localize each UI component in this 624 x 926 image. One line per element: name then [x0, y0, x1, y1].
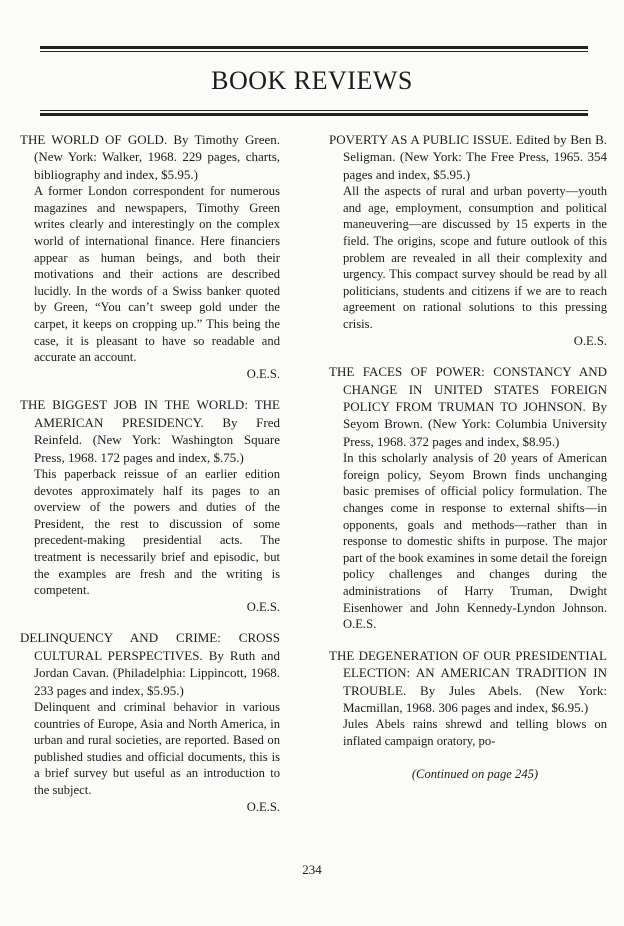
- left-column: [20, 131, 280, 815]
- review-title: THE BIGGEST JOB IN THE WORLD: THE AMERICAN PRESIDENCY. By Fred Reinfeld. (New York: Washington Square Press, 1968. 172 pages and index, $.75.): [20, 397, 280, 465]
- review-title: DELINQUENCY AND CRIME: CROSS CULTURAL PERSPECTIVES. By Ruth and Jordan Cavan. (Philadelphia: Lippincott, 1968. 233 pages and index, $5.95.): [20, 630, 280, 698]
- review-title: POVERTY AS A PUBLIC ISSUE. Edited by Ben B. Seligman. (New York: The Free Press, 1965. 354 pages and index, $5.95.): [329, 132, 607, 182]
- review-faces-of-power: [329, 363, 607, 633]
- header-rule-thick: [40, 113, 588, 116]
- review-body: This paperback reissue of an earlier edition devotes approximately half its pages to an overview of the powers and duties of the President, the rest to discussion of some precedent-making presidential acts. The treatment is necessarily brief and episodic, but the examples are fresh and the writing is competent.: [34, 466, 280, 598]
- review-body: Jules Abels rains shrewd and telling blows on inflated campaign oratory, po-: [343, 717, 607, 748]
- review-title: THE FACES OF POWER: CONSTANCY AND CHANGE IN UNITED STATES FOREIGN POLICY FROM TRUMAN TO JOHNSON. By Seyom Brown. (New York: Columbia University Press, 1968. 372 pages and index, $8.95.): [329, 364, 607, 449]
- review-degeneration-presidential-election: [329, 647, 607, 750]
- review-signature: O.E.S.: [246, 799, 280, 814]
- review-signature: O.E.S.: [246, 366, 280, 381]
- review-delinquency-and-crime: [20, 629, 280, 815]
- page-number: 234: [302, 862, 322, 877]
- review-body: All the aspects of rural and urban poverty—youth and age, employment, consumption and political maneuvering—are discussed by 15 experts in the field. The origins, scope and future outlook of this problem are revealed in all their complexity and urgency. This compact survey should be read by all politicians, students and citizens if we are to reach agreement on rational solutions to this pressing crisis.: [343, 184, 607, 331]
- top-rule-thin: [40, 51, 588, 52]
- review-world-of-gold: [20, 131, 280, 382]
- right-column: [329, 131, 607, 782]
- review-body: In this scholarly analysis of 20 years of American foreign policy, Seyom Brown finds unchanging basic premises of official policy formulation. The changes come in response to external shifts—in opponents, goals and methods—rather than in response to domestic shifts in purpose. The major part of the book examines in some detail the foreign policy challenges and changes during the administrations of Harry Truman, Dwight Eisenhower and John Kennedy-Lyndon Johnson. O.E.S.: [343, 451, 607, 632]
- review-signature: O.E.S.: [246, 599, 280, 614]
- header-rule-thin: [40, 110, 588, 111]
- review-biggest-job: [20, 396, 280, 615]
- review-title: THE DEGENERATION OF OUR PRESIDENTIAL ELECTION: AN AMERICAN TRADITION IN TROUBLE. By Jules Abels. (New York: Macmillan, 1968. 306 pages and index, $6.95.): [329, 647, 607, 715]
- review-signature: O.E.S.: [573, 333, 607, 348]
- top-rule-thick: [40, 46, 588, 49]
- review-title: THE WORLD OF GOLD. By Timothy Green. (New York: Walker, 1968. 229 pages, charts, bibliography and index, $5.95.): [20, 132, 280, 182]
- continued-note: (Continued on page 245): [411, 766, 539, 781]
- review-body: A former London correspondent for numerous magazines and newspapers, Timothy Green writes clearly and interestingly on the complex world of international finance. Here financiers appear as human beings, and both their motivations and their actions are described lucidly. In the words of a Swiss banker quoted by Green, “You can’t sweep gold under the carpet, it keeps on cropping up.” This being the case, it is pleasant to have so readable and accurate an account.: [34, 184, 280, 365]
- page-title: BOOK REVIEWS: [211, 66, 413, 95]
- review-poverty-public-issue: [329, 131, 607, 349]
- review-body: Delinquent and criminal behavior in various countries of Europe, Asia and North America, in urban and rural societies, are reported. Based on published studies and official documents, this is a brief survey but useful as an introduction to the subject.: [34, 699, 280, 797]
